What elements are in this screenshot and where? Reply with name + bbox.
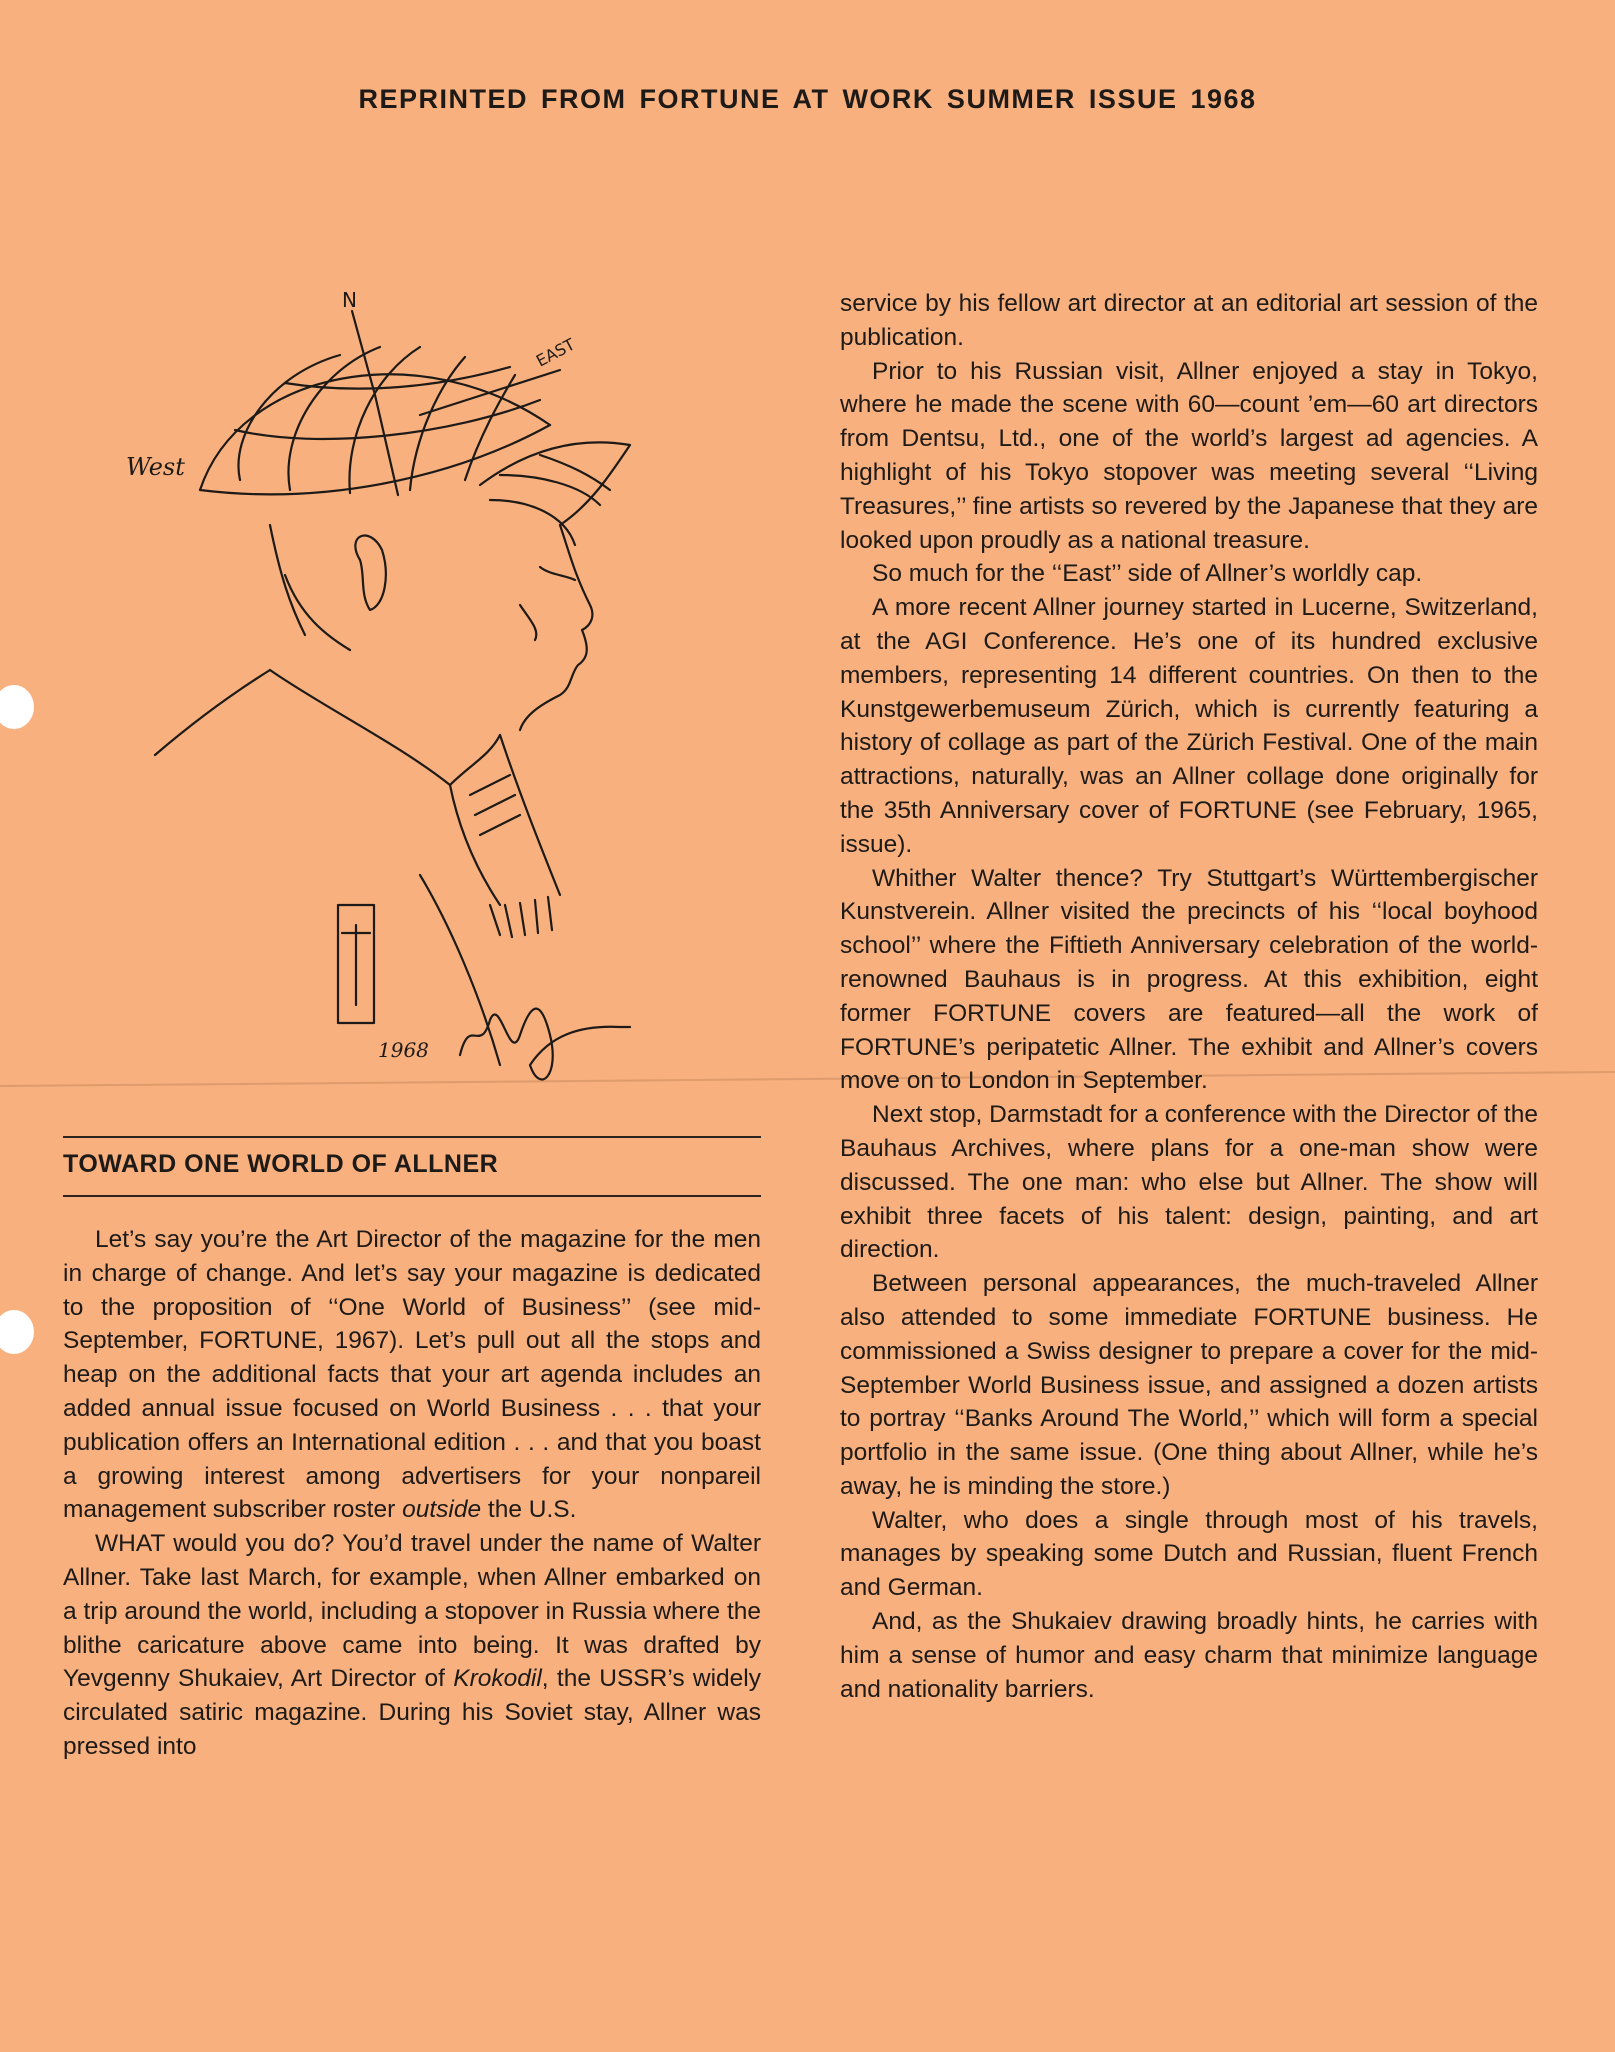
punch-hole-bottom: [0, 1310, 34, 1354]
right-paragraph-6: Between personal appearances, the much-traveled Allner also attended to some immediate FORTUNE business. He commissioned a Swiss designer to prepare a cover for the mid-September World Business issue, and assigned a dozen artists to portray ‘‘Banks Around The World,’’ which will form a special portfolio in the same issue. (One thing about Allner, while he’s away, he is minding the store.): [840, 1270, 1538, 1500]
right-paragraph-2: So much for the ‘‘East’’ side of Allner’s worldly cap.: [872, 560, 1423, 588]
section-title: TOWARD ONE WORLD OF ALLNER: [63, 1150, 499, 1178]
right-column: [840, 287, 1538, 1706]
sketch-label-year: 1968: [378, 1038, 429, 1062]
punch-hole-top: [0, 685, 34, 729]
sketch-label-west: West: [126, 453, 185, 481]
sketch-label-east: EAST: [532, 334, 579, 371]
caricature-sketch: [120, 275, 680, 1095]
sketch-label-north: N: [342, 288, 357, 312]
left-paragraph-2: WHAT would you do? You’d travel under the name of Walter Allner. Take last March, for example, when Allner embarked on a trip around the world, including a stopover in Russia where the blithe caricature above came into being. It was drafted by Yevgenny Shukaiev, Art Director of Krokodil, the USSR’s widely circulated satiric magazine. During his Soviet stay, Allner was pressed into: [63, 1530, 761, 1760]
right-paragraph-7: Walter, who does a single through most of his travels, manages by speaking some Dutch and Russian, fluent French and German.: [840, 1506, 1538, 1602]
section-rule-top: [63, 1136, 761, 1138]
right-paragraph-0: service by his fellow art director at an editorial art session of the publication.: [840, 290, 1538, 351]
right-paragraph-5: Next stop, Darmstadt for a conference with the Director of the Bauhaus Archives, where plans for a one-man show were discussed. The one man: who else but Allner. The show will exhibit three facets of his talent: design, painting, and art direction.: [840, 1101, 1538, 1264]
right-paragraph-1: Prior to his Russian visit, Allner enjoyed a stay in Tokyo, where he made the scene with 60—count ’em—60 art directors from Dentsu, Ltd., one of the world’s largest ad agencies. A highlight of his Tokyo stopover was meeting several ‘‘Living Treasures,’’ fine artists so revered by the Japanese that they are looked upon proudly as a national treasure.: [840, 357, 1538, 554]
reprint-header: REPRINTED FROM FORTUNE AT WORK SUMMER ISSUE 1968: [358, 84, 1257, 114]
right-paragraph-4: Whither Walter thence? Try Stuttgart’s Württembergischer Kunstverein. Allner visited the precincts of his ‘‘local boyhood school’’ where the Fiftieth Anniversary celebration of the world-renowned Bauhaus is in progress. At this exhibition, eight former FORTUNE covers are featured—all the work of FORTUNE’s peripatetic Allner. The exhibit and Allner’s covers move on to London in September.: [840, 864, 1538, 1095]
right-paragraph-3: A more recent Allner journey started in Lucerne, Switzerland, at the AGI Conference. He’s one of its hundred exclusive members, representing 14 different countries. On then to the Kunstgewerbemuseum Zürich, which is currently featuring a history of collage as part of the Zürich Festival. One of the main attractions, naturally, was an Allner collage done originally for the 35th Anniversary cover of FORTUNE (see February, 1965, issue).: [840, 594, 1538, 858]
left-paragraph-1: Let’s say you’re the Art Director of the magazine for the men in charge of change. And let’s say your magazine is dedicated to the proposition of ‘‘One World of Business’’ (see mid-September, FORTUNE, 1967). Let’s pull out all the stops and heap on the additional facts that your art agenda includes an added annual issue focused on World Business . . . that your publication offers an International edition . . . and that you boast a growing interest among advertisers for your nonpareil management subscriber roster outside the U.S.: [63, 1226, 761, 1524]
right-paragraph-8: And, as the Shukaiev drawing broadly hints, he carries with him a sense of humor and easy charm that minimize language and nationality barriers.: [840, 1608, 1538, 1703]
left-column: [63, 1223, 761, 1764]
section-rule-bottom: [63, 1195, 761, 1197]
